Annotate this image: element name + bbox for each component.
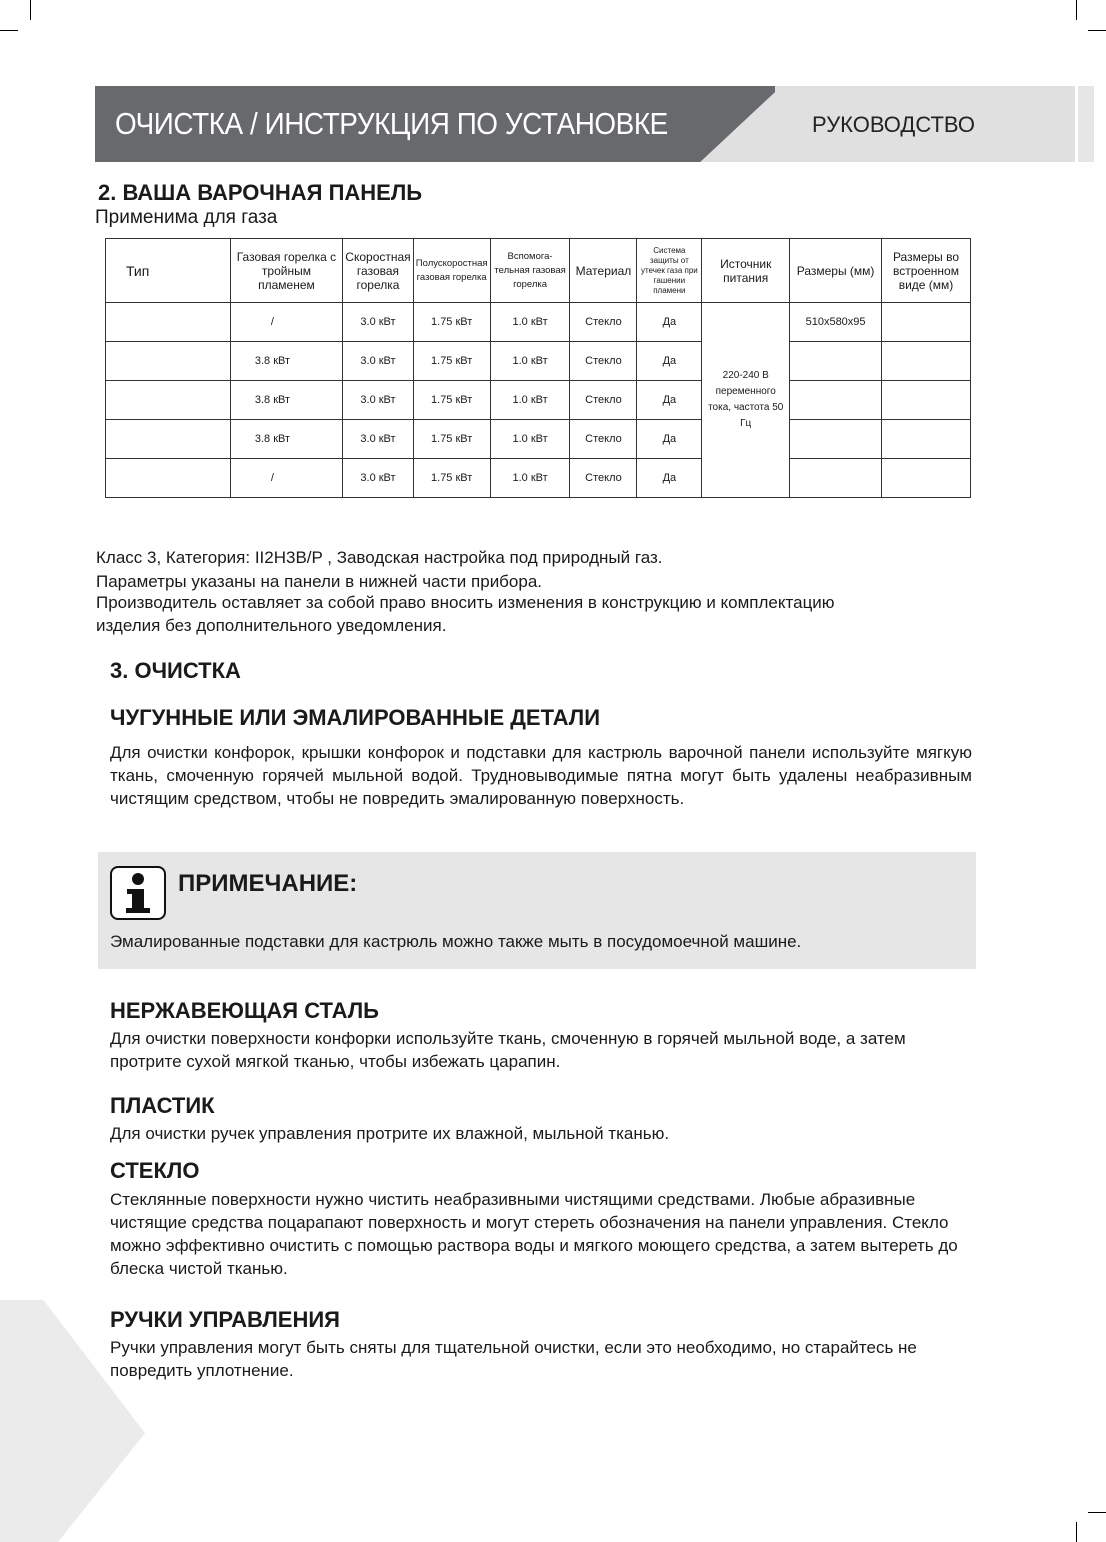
info-line: Производитель оставляет за собой право вносить изменения в конструкцию и комплектацию изделия без дополнительного уведомления. [96,593,835,635]
table-cell [106,420,231,459]
table-header-row [106,239,971,303]
specs-table [105,238,971,498]
table-cell [882,342,971,381]
glass-text: Стеклянные поверхности нужно чистить неабразивными чистящими средствами. Любые абразивные чистящие средства поцарапают поверхность и могут стереть обозначения на панели управления. Стекло можно эффективно очистить с помощью раствора воды и мягкого моющего средства, а затем вытереть до блеска чистой тканью. [110,1190,958,1278]
knobs-text: Ручки управления могут быть сняты для тщательной очистки, если это необходимо, но старайтесь не повредить уплотнение. [110,1338,917,1380]
table-cell: 1.0 кВт [490,381,570,420]
plastic-title: ПЛАСТИК [110,1093,215,1118]
header-strip [1078,86,1094,162]
table-cell: Стекло [570,342,637,381]
table-cell: 3.0 кВт [343,459,413,498]
table-cell: 1.75 кВт [413,459,490,498]
steel-text: Для очистки поверхности конфорки используйте ткань, смоченную в горячей мыльной воде, а затем протрите сухой мягкой тканью, чтобы избежать царапин. [110,1029,906,1071]
table-cell: Стекло [570,381,637,420]
column-header: Тип [106,239,231,303]
table-cell: 1.75 кВт [413,342,490,381]
column-header: Размеры (мм) [790,239,882,303]
table-row [106,303,971,342]
crop-mark [30,0,31,20]
table-cell: 3.0 кВт [343,420,413,459]
column-header: Источник питания [702,239,790,303]
table-cell: 3.0 кВт [343,381,413,420]
note-title: ПРИМЕЧАНИЕ: [178,870,358,897]
table-cell: 3.0 кВт [343,342,413,381]
table-cell [106,342,231,381]
crop-mark [1088,30,1106,31]
header-title: ОЧИСТКА / ИНСТРУКЦИЯ ПО УСТАНОВКЕ [115,106,668,141]
table-cell: 3.8 кВт [230,420,343,459]
table-cell: 3.0 кВт [343,303,413,342]
table-cell [106,381,231,420]
table-cell: / [230,303,343,342]
column-header: Размеры во встроенном виде (мм) [882,239,971,303]
crop-mark [1076,1522,1077,1542]
table-cell [882,381,971,420]
crop-mark [1076,0,1077,20]
info-icon [110,866,166,920]
table-cell [790,381,882,420]
cast-title: ЧУГУННЫЕ ИЛИ ЭМАЛИРОВАННЫЕ ДЕТАЛИ [110,705,601,730]
note-text: Эмалированные подставки для кастрюль можно также мыть в посудомоечной машине. [110,932,802,951]
steel-title: НЕРЖАВЕЮЩАЯ СТАЛЬ [110,998,379,1023]
table-cell [790,342,882,381]
table-cell: Стекло [570,303,637,342]
table-row [106,420,971,459]
table-cell: Да [637,459,702,498]
table-cell: Да [637,420,702,459]
knobs-title: РУЧКИ УПРАВЛЕНИЯ [110,1307,340,1332]
table-cell: Стекло [570,420,637,459]
column-header: Вспомога-тельная газовая горелка [490,239,570,303]
table-cell: Да [637,342,702,381]
cast-text: Для очистки конфорок, крышки конфорок и подставки для кастрюль варочной панели используйте мягкую ткань, смоченную горячей мыльной водой. Трудновыводимые пятна могут быть удалены неабразивным чистящим средством, чтобы не повредить эмалированную поверхность. [110,743,972,808]
table-cell: 1.0 кВт [490,459,570,498]
table-cell [882,303,971,342]
table-row [106,459,971,498]
crop-mark [0,30,18,31]
column-header: Система защиты от утечек газа при гашении пламени [637,239,702,303]
table-cell: Стекло [570,459,637,498]
plastic-text: Для очистки ручек управления протрите их влажной, мыльной тканью. [110,1124,670,1143]
section-2-title: 2. ВАША ВАРОЧНАЯ ПАНЕЛЬ [98,180,423,205]
table-cell: / [230,459,343,498]
table-cell [106,459,231,498]
section-3-title: 3. ОЧИСТКА [110,658,241,683]
column-header: Полускоростная газовая горелка [413,239,490,303]
table-row [106,342,971,381]
column-header: Материал [570,239,637,303]
table-cell: 1.0 кВт [490,303,570,342]
table-cell: 3.8 кВт [230,381,343,420]
table-cell [790,459,882,498]
table-cell: 510x580x95 [790,303,882,342]
glass-title: СТЕКЛО [110,1158,200,1183]
table-cell: Да [637,381,702,420]
crop-mark [1088,1512,1106,1513]
power-source-cell: 220-240 В переменного тока, частота 50 Гц [702,303,790,498]
column-header: Газовая горелка с тройным пламенем [230,239,343,303]
table-cell [106,303,231,342]
table-cell: 1.75 кВт [413,381,490,420]
table-cell: 3.8 кВт [230,342,343,381]
table-cell [882,459,971,498]
section-2-subtitle: Применима для газа [95,207,278,228]
table-cell: 1.0 кВт [490,342,570,381]
table-cell [790,420,882,459]
info-line: Параметры указаны на панели в нижней части прибора. [96,572,543,591]
column-header: Скоростная газовая горелка [343,239,413,303]
info-line: Класс 3, Категория: II2H3B/P , Заводская настройка под природный газ. [96,548,663,567]
note-box [98,852,976,969]
table-cell [882,420,971,459]
table-cell: Да [637,303,702,342]
table-cell: 1.75 кВт [413,420,490,459]
table-cell: 1.75 кВт [413,303,490,342]
header-guide-label: РУКОВОДСТВО [812,112,975,137]
table-row [106,381,971,420]
table-cell: 1.0 кВт [490,420,570,459]
